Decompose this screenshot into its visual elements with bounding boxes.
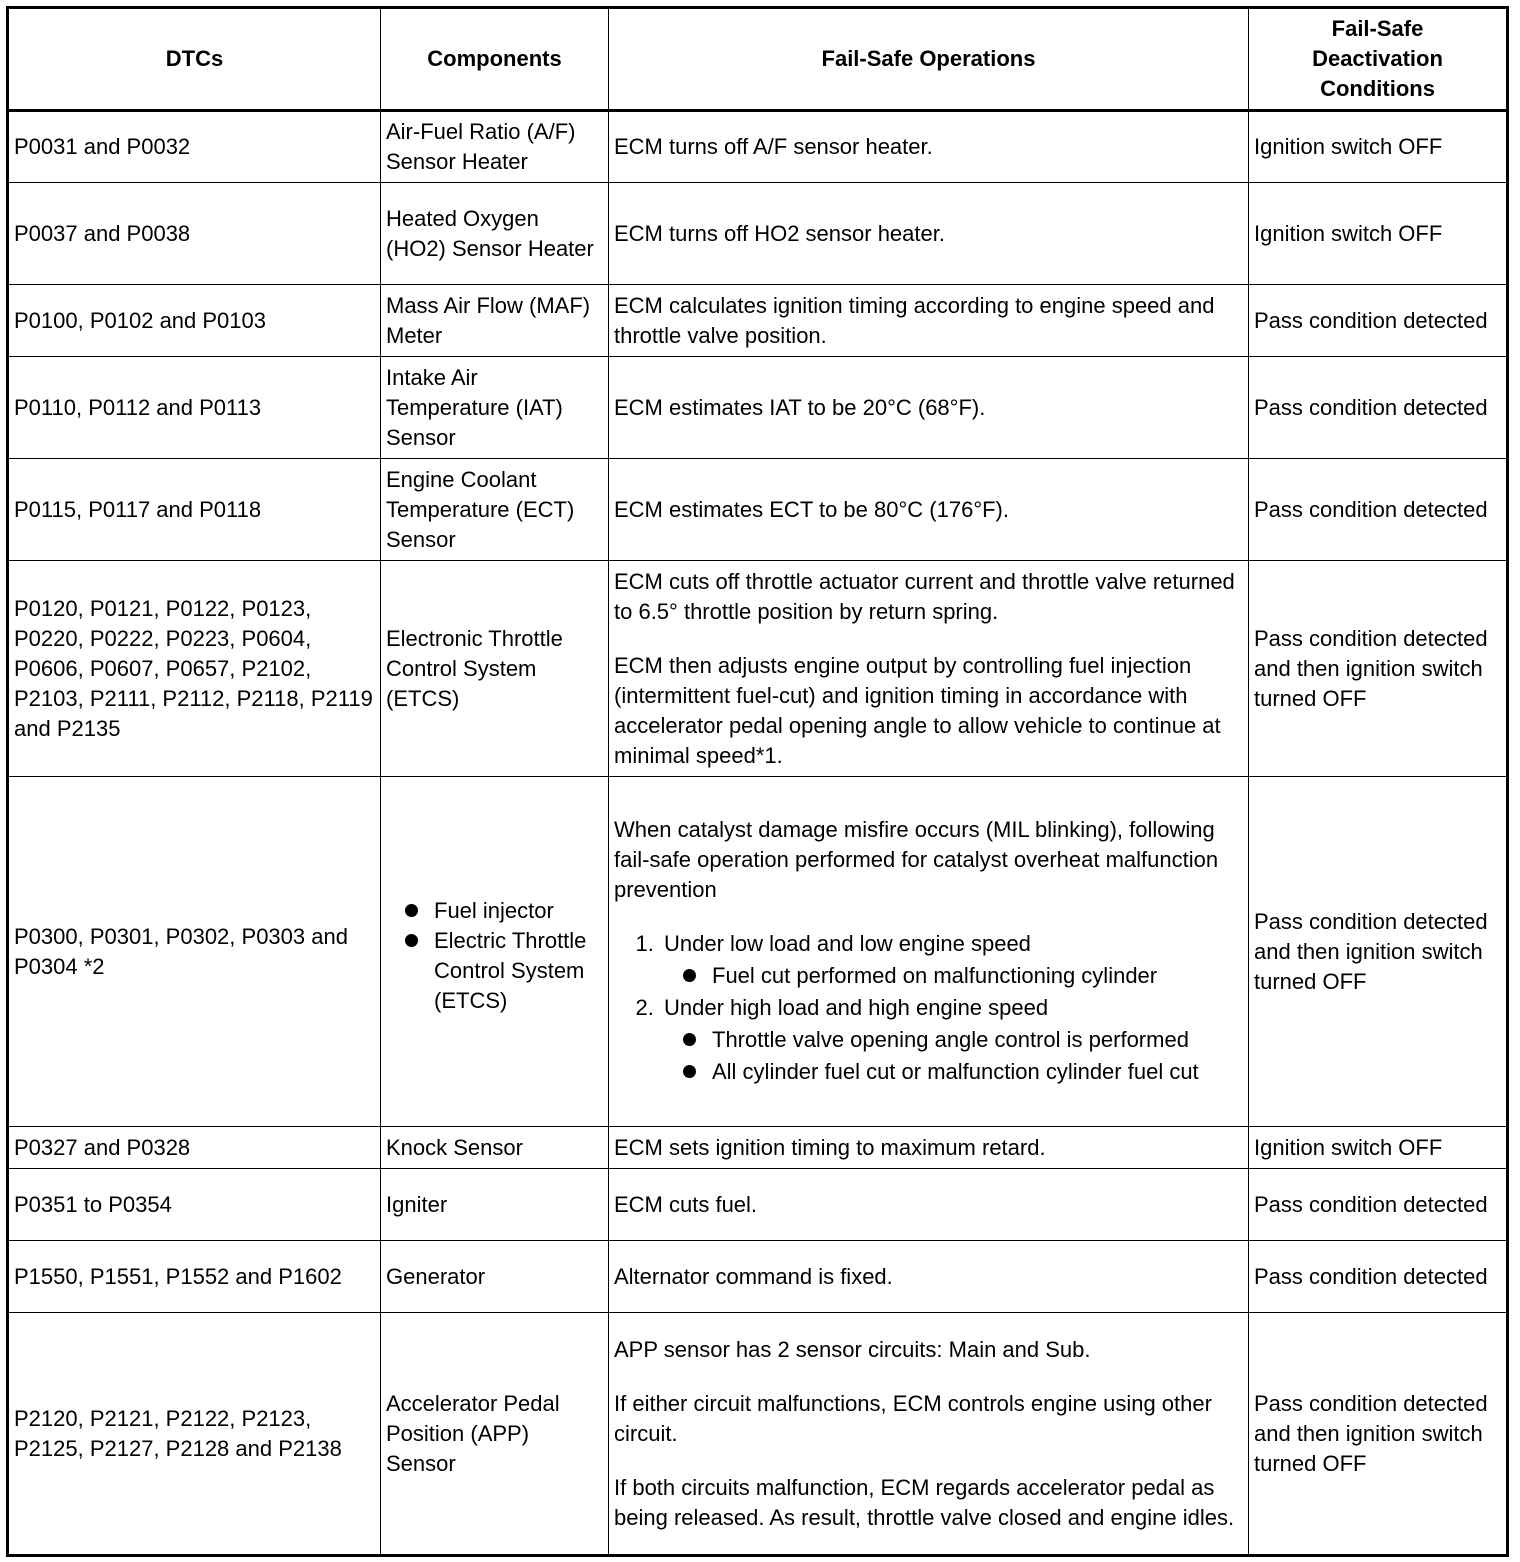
header-row [8,8,1508,111]
operation-cell: Alternator command is fixed. [609,1241,1249,1313]
table-row [8,357,1508,459]
component-cell: Engine Coolant Temperature (ECT) Sensor [381,459,609,561]
dtc-cell: P0031 and P0032 [8,111,381,183]
fail-safe-table [6,6,1509,1557]
component-cell: Air-Fuel Ratio (A/F) Sensor Heater [381,111,609,183]
table-row [8,1169,1508,1241]
operation-cell: ECM cuts fuel. [609,1169,1249,1241]
operation-cell: ECM calculates ignition timing according to engine speed and throttle valve position. [609,285,1249,357]
dtc-cell: P1550, P1551, P1552 and P1602 [8,1241,381,1313]
step-sublist [664,961,1243,991]
operation-cell: ECM sets ignition timing to maximum retard. [609,1127,1249,1169]
deactivation-cell: Pass condition detected [1249,1169,1508,1241]
table-row [8,1127,1508,1169]
step-item [660,993,1243,1087]
operation-cell: ECM estimates ECT to be 80°C (176°F). [609,459,1249,561]
header-deactivation: Fail-Safe Deactivation Conditions [1249,8,1508,111]
list-item: Fuel injector [434,896,603,926]
component-cell: Electronic Throttle Control System (ETCS) [381,561,609,777]
operation-paragraph: APP sensor has 2 sensor circuits: Main and Sub. [614,1336,1091,1362]
component-cell: Intake Air Temperature (IAT) Sensor [381,357,609,459]
dtc-cell: P0300, P0301, P0302, P0303 and P0304 *2 [8,777,381,1127]
dtc-cell: P0327 and P0328 [8,1127,381,1169]
list-item: All cylinder fuel cut or malfunction cylinder fuel cut [712,1057,1243,1087]
component-list [386,896,603,1016]
operation-cell [609,561,1249,777]
table-row [8,183,1508,285]
deactivation-cell: Pass condition detected and then ignition switch turned OFF [1249,777,1508,1127]
operation-paragraph: When catalyst damage misfire occurs (MIL blinking), following fail-safe operation performed for catalyst overheat malfunction prevention [614,816,1219,902]
deactivation-cell: Pass condition detected [1249,357,1508,459]
operation-cell [609,1313,1249,1556]
deactivation-cell: Pass condition detected [1249,285,1508,357]
component-cell: Heated Oxygen (HO2) Sensor Heater [381,183,609,285]
step-item [660,929,1243,991]
dtc-cell: P0115, P0117 and P0118 [8,459,381,561]
operation-steps [614,929,1243,1087]
header-dtcs: DTCs [8,8,381,111]
operation-paragraph: If both circuits malfunction, ECM regards accelerator pedal as being released. As result, throttle valve closed and engine idles. [614,1474,1235,1530]
operation-cell: ECM turns off A/F sensor heater. [609,111,1249,183]
table-row [8,285,1508,357]
operation-paragraph: If either circuit malfunctions, ECM controls engine using other circuit. [614,1390,1212,1446]
dtc-cell: P2120, P2121, P2122, P2123, P2125, P2127, P2128 and P2138 [8,1313,381,1556]
component-cell: Mass Air Flow (MAF) Meter [381,285,609,357]
list-item: Electric Throttle Control System (ETCS) [434,926,603,1016]
deactivation-cell: Ignition switch OFF [1249,1127,1508,1169]
dtc-cell: P0120, P0121, P0122, P0123, P0220, P0222, P0223, P0604, P0606, P0607, P0657, P2102, P2103, P2111, P2112, P2118, P2119 and P2135 [8,561,381,777]
deactivation-cell: Pass condition detected and then ignition switch turned OFF [1249,561,1508,777]
dtc-cell: P0110, P0112 and P0113 [8,357,381,459]
deactivation-cell: Pass condition detected [1249,1241,1508,1313]
step-sublist [664,1025,1243,1087]
deactivation-cell: Ignition switch OFF [1249,111,1508,183]
component-cell: Accelerator Pedal Position (APP) Sensor [381,1313,609,1556]
deactivation-cell: Pass condition detected and then ignition switch turned OFF [1249,1313,1508,1556]
table-row [8,1313,1508,1556]
header-operations: Fail-Safe Operations [609,8,1249,111]
table-row [8,1241,1508,1313]
component-cell: Igniter [381,1169,609,1241]
deactivation-cell: Pass condition detected [1249,459,1508,561]
deactivation-cell: Ignition switch OFF [1249,183,1508,285]
operation-paragraph: ECM then adjusts engine output by controlling fuel injection (intermittent fuel-cut) and ignition timing in accordance with accelerator pedal opening angle to allow vehicle to continue at minimal speed*1. [614,652,1221,768]
table-row [8,111,1508,183]
table-row [8,459,1508,561]
component-cell: Generator [381,1241,609,1313]
step-label: Under high load and high engine speed [664,994,1049,1020]
step-label: Under low load and low engine speed [664,930,1031,956]
list-item: Throttle valve opening angle control is performed [712,1025,1243,1055]
component-cell: Knock Sensor [381,1127,609,1169]
operation-cell [609,777,1249,1127]
table-row [8,777,1508,1127]
header-components: Components [381,8,609,111]
table-row [8,561,1508,777]
operation-cell: ECM estimates IAT to be 20°C (68°F). [609,357,1249,459]
list-item: Fuel cut performed on malfunctioning cylinder [712,961,1243,991]
dtc-cell: P0100, P0102 and P0103 [8,285,381,357]
component-cell [381,777,609,1127]
dtc-cell: P0037 and P0038 [8,183,381,285]
operation-cell: ECM turns off HO2 sensor heater. [609,183,1249,285]
dtc-cell: P0351 to P0354 [8,1169,381,1241]
operation-paragraph: ECM cuts off throttle actuator current and throttle valve returned to 6.5° throttle position by return spring. [614,568,1235,624]
